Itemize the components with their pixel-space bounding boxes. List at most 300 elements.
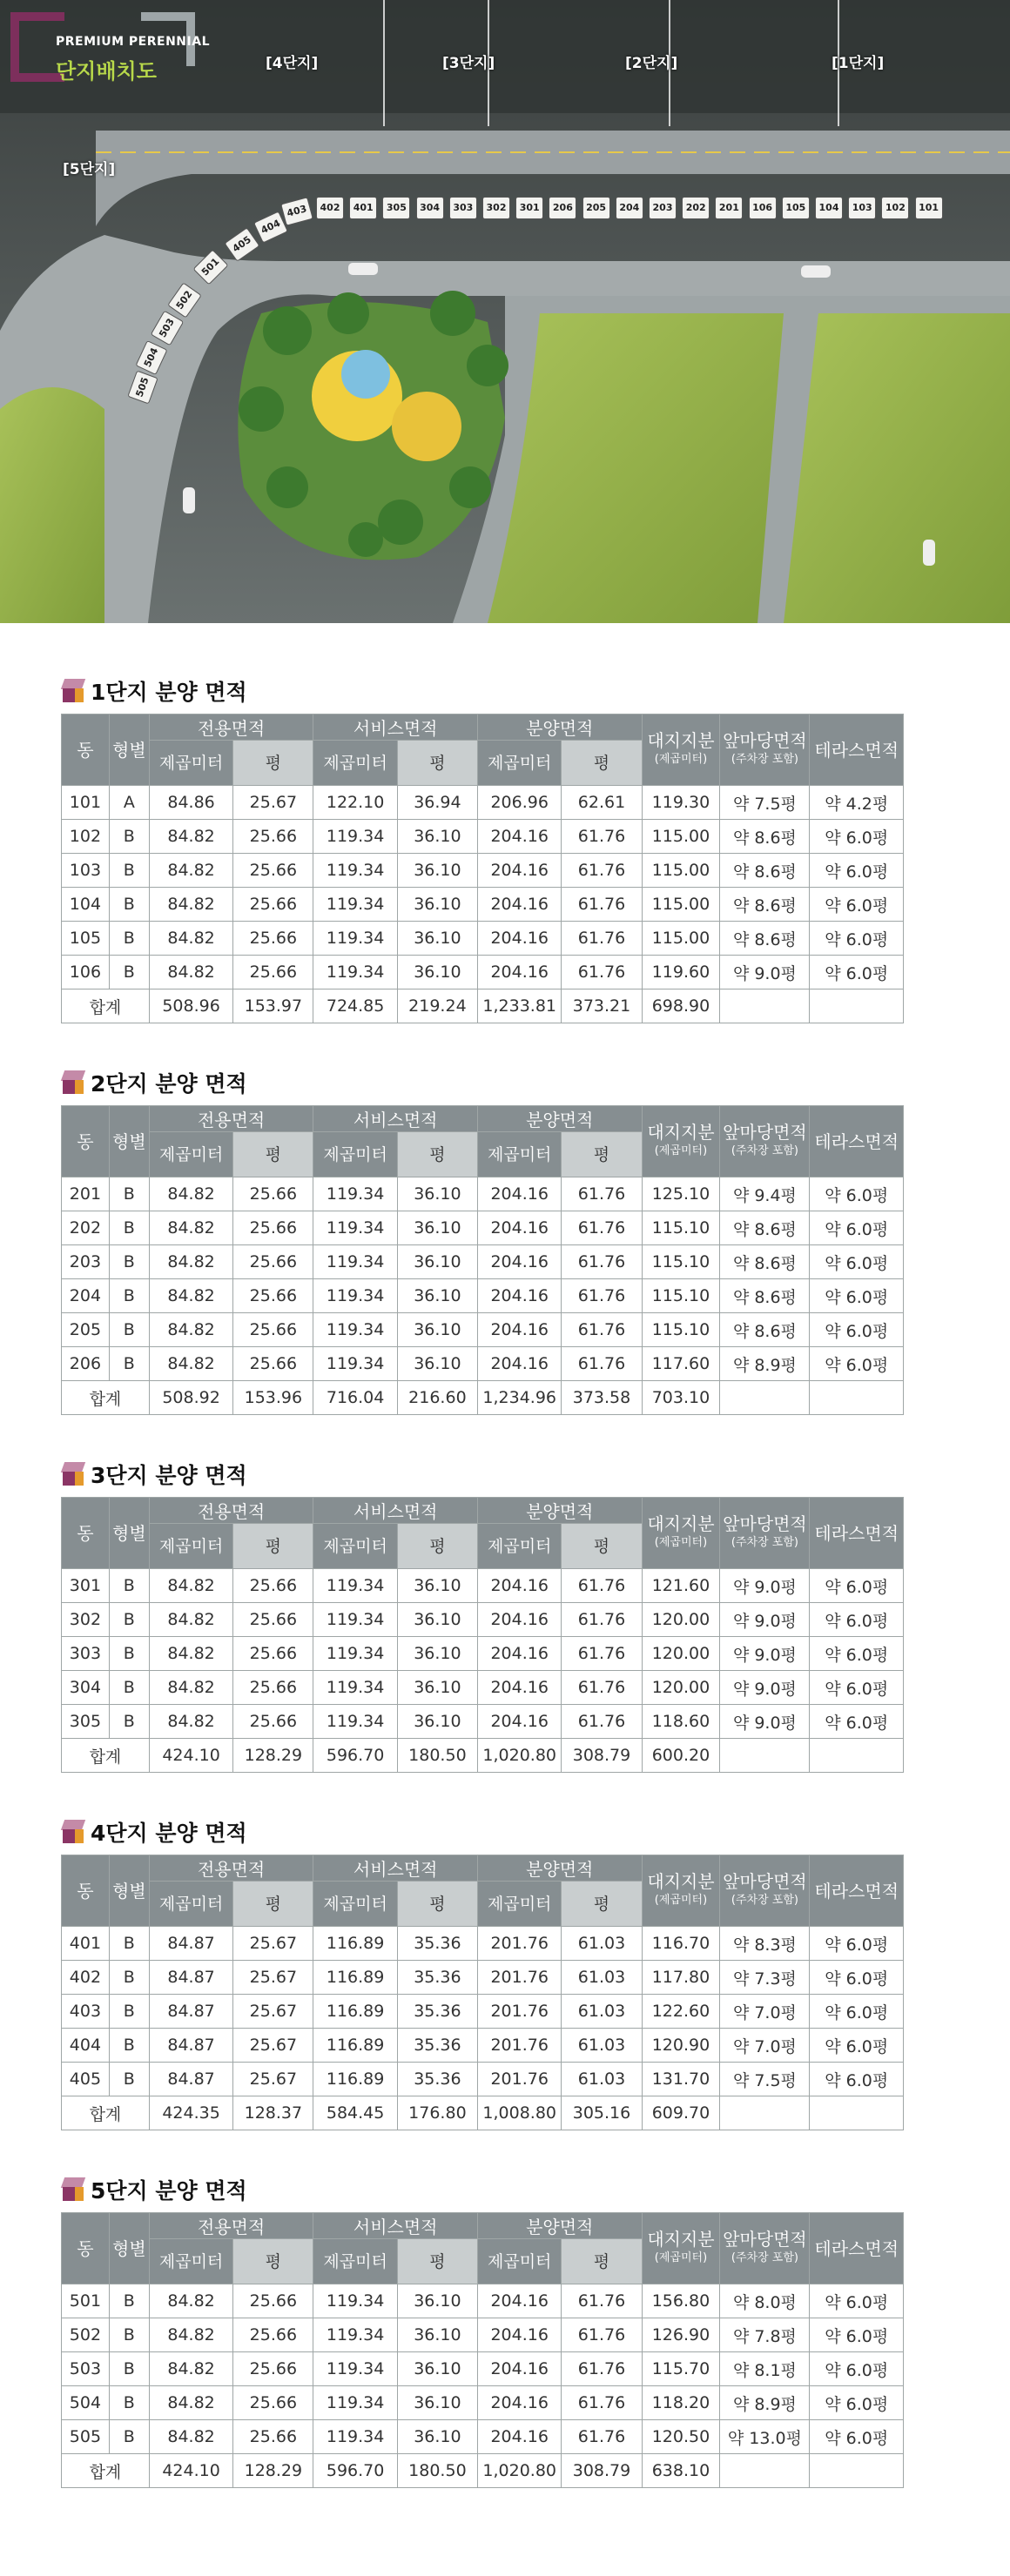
section-heading — [61, 1067, 904, 1098]
table-cell: 301 — [62, 1569, 110, 1603]
table-row — [62, 1603, 904, 1637]
table-cell: 119.60 — [642, 956, 720, 989]
table-cell: B — [109, 1211, 149, 1245]
header-service: 서비스면적 — [313, 714, 478, 741]
table-cell: 119.34 — [313, 888, 397, 922]
table-cell: 101 — [62, 786, 110, 820]
table-cell: 401 — [62, 1927, 110, 1961]
table-cell: 204.16 — [477, 1603, 561, 1637]
header-front-yard-note: (주차장 포함) — [731, 1893, 798, 1907]
header-pyeong: 평 — [233, 1524, 313, 1569]
table-cell: 115.10 — [642, 1279, 720, 1313]
table-cell: 204.16 — [477, 1671, 561, 1705]
table-cell: 25.67 — [233, 1927, 313, 1961]
table-cell: 61.76 — [562, 2386, 642, 2420]
table-cell: 116.70 — [642, 1927, 720, 1961]
table-cell: 61.76 — [562, 1671, 642, 1705]
table-cell: 205 — [62, 1313, 110, 1347]
table-cell: 약 6.0평 — [810, 1995, 904, 2029]
table-cell: 25.66 — [233, 956, 313, 989]
header-land-unit: (제곱미터) — [654, 752, 708, 766]
table-cell: 116.89 — [313, 1961, 397, 1995]
area-table — [61, 1105, 904, 1415]
table-cell: 115.70 — [642, 2352, 720, 2386]
table-cell: 403 — [62, 1995, 110, 2029]
table-cell: 약 9.0평 — [720, 1705, 810, 1739]
header-pyeong: 평 — [397, 1882, 477, 1927]
table-cell: 118.60 — [642, 1705, 720, 1739]
table-cell: 201.76 — [477, 1995, 561, 2029]
zone-label-3: [3단지] — [442, 55, 495, 72]
header-sqm: 제곱미터 — [149, 741, 232, 786]
total-cell: 508.96 — [149, 989, 232, 1023]
table-cell: 약 8.1평 — [720, 2352, 810, 2386]
table-cell: B — [109, 956, 149, 989]
table-row — [62, 2420, 904, 2454]
header-exclusive: 전용면적 — [149, 1855, 313, 1882]
header-land-unit: (제곱미터) — [654, 2251, 708, 2264]
table-cell: 61.76 — [562, 1603, 642, 1637]
table-cell: 36.10 — [397, 2420, 477, 2454]
header-dong: 동 — [62, 714, 110, 786]
total-cell: 153.97 — [233, 989, 313, 1023]
table-row — [62, 2029, 904, 2063]
table-cell: 505 — [62, 2420, 110, 2454]
brand-badge — [10, 12, 211, 82]
total-cell: 424.10 — [149, 2454, 232, 2488]
table-cell: 25.66 — [233, 1603, 313, 1637]
table-cell: 84.82 — [149, 1177, 232, 1211]
table-cell: 204.16 — [477, 1637, 561, 1671]
table-cell: 119.34 — [313, 854, 397, 888]
table-cell: 36.10 — [397, 1313, 477, 1347]
unit-label: 402 — [316, 197, 344, 219]
unit-label: 501 — [192, 249, 228, 285]
total-cell: 1,020.80 — [477, 1739, 561, 1773]
table-row — [62, 922, 904, 956]
table-total-row — [62, 1739, 904, 1773]
table-row — [62, 820, 904, 854]
table-row — [62, 786, 904, 820]
table-cell: 약 6.0평 — [810, 854, 904, 888]
table-cell: 131.70 — [642, 2063, 720, 2096]
table-cell: B — [109, 1995, 149, 2029]
header-sale: 분양면적 — [477, 714, 642, 741]
table-cell: 119.34 — [313, 1705, 397, 1739]
table-cell: 25.67 — [233, 1995, 313, 2029]
header-service: 서비스면적 — [313, 2213, 478, 2239]
table-cell: 약 9.0평 — [720, 1569, 810, 1603]
unit-label: 106 — [749, 197, 777, 219]
table-cell: 약 6.0평 — [810, 1603, 904, 1637]
total-cell: 584.45 — [313, 2096, 397, 2130]
header-dong: 동 — [62, 1498, 110, 1569]
table-cell: 116.89 — [313, 1927, 397, 1961]
table-cell: 36.10 — [397, 2318, 477, 2352]
table-row — [62, 2386, 904, 2420]
table-cell: B — [109, 1279, 149, 1313]
table-cell: B — [109, 1637, 149, 1671]
table-cell: 501 — [62, 2284, 110, 2318]
header-pyeong: 평 — [233, 1882, 313, 1927]
total-cell: 596.70 — [313, 1739, 397, 1773]
table-cell: 61.76 — [562, 2318, 642, 2352]
unit-label: 204 — [616, 197, 643, 219]
table-cell: 125.10 — [642, 1177, 720, 1211]
table-cell: B — [109, 1927, 149, 1961]
brand-subtitle: PREMIUM PERENNIAL — [56, 35, 210, 49]
header-pyeong: 평 — [233, 2239, 313, 2284]
header-sqm: 제곱미터 — [477, 1882, 561, 1927]
table-cell: B — [109, 2420, 149, 2454]
total-cell: 609.70 — [642, 2096, 720, 2130]
header-land-label: 대지지분 — [647, 2228, 715, 2250]
table-cell: 84.82 — [149, 2284, 232, 2318]
section-title: 4단지 분양 면적 — [91, 1821, 247, 1846]
table-cell: 204.16 — [477, 854, 561, 888]
table-cell: 84.87 — [149, 1927, 232, 1961]
table-cell: 204.16 — [477, 1279, 561, 1313]
table-cell: 약 8.6평 — [720, 1279, 810, 1313]
table-cell: B — [109, 854, 149, 888]
cube-icon — [61, 2177, 85, 2202]
table-cell: 503 — [62, 2352, 110, 2386]
table-cell: B — [109, 1177, 149, 1211]
table-cell: 84.82 — [149, 2386, 232, 2420]
table-row — [62, 1279, 904, 1313]
table-cell: 115.00 — [642, 888, 720, 922]
table-cell: B — [109, 1569, 149, 1603]
header-sqm: 제곱미터 — [149, 1132, 232, 1177]
table-cell: A — [109, 786, 149, 820]
table-cell: 25.66 — [233, 2420, 313, 2454]
table-row — [62, 1211, 904, 1245]
table-cell: 61.76 — [562, 1177, 642, 1211]
header-front-yard — [720, 1855, 810, 1927]
table-cell: 119.34 — [313, 820, 397, 854]
unit-label: 305 — [382, 197, 410, 219]
header-land — [642, 1106, 720, 1177]
cube-icon — [61, 679, 85, 703]
table-cell: 404 — [62, 2029, 110, 2063]
table-row — [62, 1569, 904, 1603]
table-cell: B — [109, 1961, 149, 1995]
table-cell: 약 6.0평 — [810, 1211, 904, 1245]
table-cell: 약 7.5평 — [720, 786, 810, 820]
table-cell: 약 8.3평 — [720, 1927, 810, 1961]
header-sale: 분양면적 — [477, 1498, 642, 1524]
header-front-yard-note: (주차장 포함) — [731, 752, 798, 766]
table-row — [62, 2284, 904, 2318]
table-cell: 84.87 — [149, 2029, 232, 2063]
table-cell: 117.60 — [642, 1347, 720, 1381]
header-terrace: 테라스면적 — [810, 1498, 904, 1569]
table-cell: 84.86 — [149, 786, 232, 820]
unit-label: 504 — [135, 340, 167, 375]
table-cell: 36.10 — [397, 1705, 477, 1739]
table-cell: 116.89 — [313, 2029, 397, 2063]
table-cell: 25.66 — [233, 854, 313, 888]
table-cell: 61.76 — [562, 1705, 642, 1739]
header-sqm: 제곱미터 — [477, 741, 561, 786]
table-cell: B — [109, 922, 149, 956]
table-cell: 61.76 — [562, 820, 642, 854]
table-cell: 119.34 — [313, 1347, 397, 1381]
table-row — [62, 1637, 904, 1671]
table-cell: 204.16 — [477, 1211, 561, 1245]
table-cell: 84.82 — [149, 1279, 232, 1313]
table-row — [62, 854, 904, 888]
unit-label: 303 — [449, 197, 477, 219]
area-table — [61, 1497, 904, 1773]
table-cell: 84.82 — [149, 1313, 232, 1347]
table-cell: 202 — [62, 1211, 110, 1245]
header-dong: 동 — [62, 1855, 110, 1927]
table-cell: 약 9.4평 — [720, 1177, 810, 1211]
table-cell: 204.16 — [477, 1245, 561, 1279]
table-cell: 약 6.0평 — [810, 2386, 904, 2420]
total-cell: 308.79 — [562, 1739, 642, 1773]
header-dong: 동 — [62, 1106, 110, 1177]
table-cell: 204.16 — [477, 2284, 561, 2318]
table-cell: 204.16 — [477, 2420, 561, 2454]
total-cell: 합계 — [62, 1381, 150, 1415]
total-cell: 424.35 — [149, 2096, 232, 2130]
unit-label: 105 — [782, 197, 810, 219]
table-cell: 201.76 — [477, 2063, 561, 2096]
table-cell: 약 6.0평 — [810, 2318, 904, 2352]
table-cell: B — [109, 1245, 149, 1279]
total-cell: 305.16 — [562, 2096, 642, 2130]
table-cell: 61.76 — [562, 888, 642, 922]
header-land-unit: (제곱미터) — [654, 1144, 708, 1157]
header-sale: 분양면적 — [477, 1855, 642, 1882]
table-row — [62, 1177, 904, 1211]
table-cell: 84.87 — [149, 1961, 232, 1995]
table-cell: 25.66 — [233, 1245, 313, 1279]
table-cell: 약 6.0평 — [810, 1177, 904, 1211]
header-front-yard-label: 앞마당면적 — [723, 1513, 807, 1534]
table-cell: 115.00 — [642, 922, 720, 956]
table-cell: 204.16 — [477, 1177, 561, 1211]
table-cell: 204.16 — [477, 2352, 561, 2386]
header-exclusive: 전용면적 — [149, 714, 313, 741]
total-cell: 153.96 — [233, 1381, 313, 1415]
total-cell: 373.21 — [562, 989, 642, 1023]
table-cell: 119.34 — [313, 1211, 397, 1245]
cube-icon — [61, 1070, 85, 1095]
header-land-unit: (제곱미터) — [654, 1535, 708, 1549]
header-exclusive: 전용면적 — [149, 1106, 313, 1132]
table-cell: 204.16 — [477, 888, 561, 922]
table-cell: 약 9.0평 — [720, 956, 810, 989]
header-type: 형별 — [109, 1498, 149, 1569]
table-row — [62, 1705, 904, 1739]
table-cell: 36.10 — [397, 922, 477, 956]
table-cell: 61.76 — [562, 1245, 642, 1279]
table-cell: 120.50 — [642, 2420, 720, 2454]
table-cell: B — [109, 820, 149, 854]
header-type: 형별 — [109, 714, 149, 786]
table-cell: 61.76 — [562, 1347, 642, 1381]
zone-label-1: [1단지] — [832, 55, 885, 72]
section-title: 1단지 분양 면적 — [91, 680, 247, 705]
table-cell: 25.66 — [233, 1671, 313, 1705]
table-row — [62, 1313, 904, 1347]
total-cell — [810, 989, 904, 1023]
unit-label: 206 — [549, 197, 576, 219]
table-row — [62, 2318, 904, 2352]
table-cell: 약 8.6평 — [720, 1313, 810, 1347]
table-cell: 61.03 — [562, 2063, 642, 2096]
total-cell — [810, 2096, 904, 2130]
table-cell: B — [109, 2352, 149, 2386]
table-cell: 25.66 — [233, 1705, 313, 1739]
table-cell: 25.66 — [233, 1637, 313, 1671]
table-cell: 115.10 — [642, 1245, 720, 1279]
table-cell: 36.10 — [397, 2352, 477, 2386]
total-cell: 180.50 — [397, 2454, 477, 2488]
table-cell: 약 8.6평 — [720, 820, 810, 854]
table-cell: 36.94 — [397, 786, 477, 820]
table-cell: 116.89 — [313, 2063, 397, 2096]
total-cell — [810, 1381, 904, 1415]
zone-line-4 — [383, 0, 385, 126]
table-cell: 36.10 — [397, 1347, 477, 1381]
table-cell: 84.82 — [149, 2420, 232, 2454]
table-cell: 204.16 — [477, 1313, 561, 1347]
zone-label-4: [4단지] — [266, 55, 319, 72]
header-sqm: 제곱미터 — [477, 2239, 561, 2284]
header-front-yard — [720, 714, 810, 786]
table-total-row — [62, 989, 904, 1023]
table-cell: 약 6.0평 — [810, 922, 904, 956]
table-cell: 61.03 — [562, 1961, 642, 1995]
table-cell: 204.16 — [477, 2318, 561, 2352]
table-cell: 36.10 — [397, 1245, 477, 1279]
total-cell: 128.29 — [233, 2454, 313, 2488]
table-cell: 약 8.6평 — [720, 922, 810, 956]
table-cell: 약 8.6평 — [720, 888, 810, 922]
table-cell: B — [109, 1603, 149, 1637]
unit-label: 201 — [715, 197, 743, 219]
table-cell: 84.82 — [149, 1671, 232, 1705]
table-cell: 304 — [62, 1671, 110, 1705]
table-cell: 203 — [62, 1245, 110, 1279]
table-cell: 약 6.0평 — [810, 1279, 904, 1313]
header-sqm: 제곱미터 — [313, 741, 397, 786]
header-front-yard-label: 앞마당면적 — [723, 1121, 807, 1143]
table-cell: 120.00 — [642, 1637, 720, 1671]
table-cell: 61.03 — [562, 2029, 642, 2063]
table-cell: 502 — [62, 2318, 110, 2352]
table-cell: 약 6.0평 — [810, 1313, 904, 1347]
total-cell: 합계 — [62, 989, 150, 1023]
header-pyeong: 평 — [562, 1132, 642, 1177]
section-heading — [61, 1816, 904, 1848]
section-heading — [61, 675, 904, 707]
header-pyeong: 평 — [562, 741, 642, 786]
total-cell — [720, 1739, 810, 1773]
table-cell: 120.90 — [642, 2029, 720, 2063]
table-cell: 504 — [62, 2386, 110, 2420]
table-cell: 약 6.0평 — [810, 1927, 904, 1961]
total-cell: 합계 — [62, 2096, 150, 2130]
table-cell: 122.60 — [642, 1995, 720, 2029]
total-cell: 716.04 — [313, 1381, 397, 1415]
table-cell: 36.10 — [397, 1177, 477, 1211]
table-total-row — [62, 1381, 904, 1415]
table-cell: 204.16 — [477, 1705, 561, 1739]
table-cell: 119.34 — [313, 2386, 397, 2420]
table-cell: 약 8.0평 — [720, 2284, 810, 2318]
table-cell: 61.76 — [562, 922, 642, 956]
table-cell: 122.10 — [313, 786, 397, 820]
header-pyeong: 평 — [233, 741, 313, 786]
table-cell: B — [109, 2284, 149, 2318]
header-front-yard-label: 앞마당면적 — [723, 729, 807, 751]
header-sqm: 제곱미터 — [149, 1882, 232, 1927]
total-cell — [720, 989, 810, 1023]
total-cell: 373.58 — [562, 1381, 642, 1415]
table-cell: 84.82 — [149, 854, 232, 888]
table-cell: 35.36 — [397, 1995, 477, 2029]
total-cell: 1,234.96 — [477, 1381, 561, 1415]
total-cell: 216.60 — [397, 1381, 477, 1415]
header-pyeong: 평 — [397, 1524, 477, 1569]
table-row — [62, 956, 904, 989]
table-cell: 119.34 — [313, 1603, 397, 1637]
table-cell: 25.67 — [233, 2029, 313, 2063]
header-land-label: 대지지분 — [647, 1513, 715, 1534]
table-cell: 84.82 — [149, 1637, 232, 1671]
total-cell: 176.80 — [397, 2096, 477, 2130]
table-cell: 약 7.5평 — [720, 2063, 810, 2096]
table-cell: 84.82 — [149, 1569, 232, 1603]
table-cell: 약 8.9평 — [720, 2386, 810, 2420]
header-front-yard-label: 앞마당면적 — [723, 1870, 807, 1892]
header-service: 서비스면적 — [313, 1498, 478, 1524]
table-cell: 약 6.0평 — [810, 1347, 904, 1381]
table-cell: 120.00 — [642, 1671, 720, 1705]
table-cell: 119.30 — [642, 786, 720, 820]
table-cell: 115.00 — [642, 854, 720, 888]
table-cell: 204.16 — [477, 922, 561, 956]
table-cell: 61.76 — [562, 2420, 642, 2454]
total-cell — [720, 2454, 810, 2488]
total-cell: 596.70 — [313, 2454, 397, 2488]
table-cell: 36.10 — [397, 854, 477, 888]
table-cell: 121.60 — [642, 1569, 720, 1603]
header-terrace: 테라스면적 — [810, 1855, 904, 1927]
table-cell: 25.66 — [233, 1279, 313, 1313]
header-type: 형별 — [109, 1855, 149, 1927]
total-cell: 424.10 — [149, 1739, 232, 1773]
table-cell: 61.76 — [562, 1279, 642, 1313]
table-cell: 84.82 — [149, 922, 232, 956]
table-cell: 303 — [62, 1637, 110, 1671]
header-pyeong: 평 — [397, 2239, 477, 2284]
table-cell: 61.76 — [562, 2284, 642, 2318]
table-cell: 35.36 — [397, 2063, 477, 2096]
section-heading — [61, 2174, 904, 2205]
table-cell: 25.66 — [233, 2318, 313, 2352]
total-cell: 1,233.81 — [477, 989, 561, 1023]
table-cell: 119.34 — [313, 2284, 397, 2318]
table-cell: B — [109, 1313, 149, 1347]
table-cell: 206.96 — [477, 786, 561, 820]
table-total-row — [62, 2454, 904, 2488]
